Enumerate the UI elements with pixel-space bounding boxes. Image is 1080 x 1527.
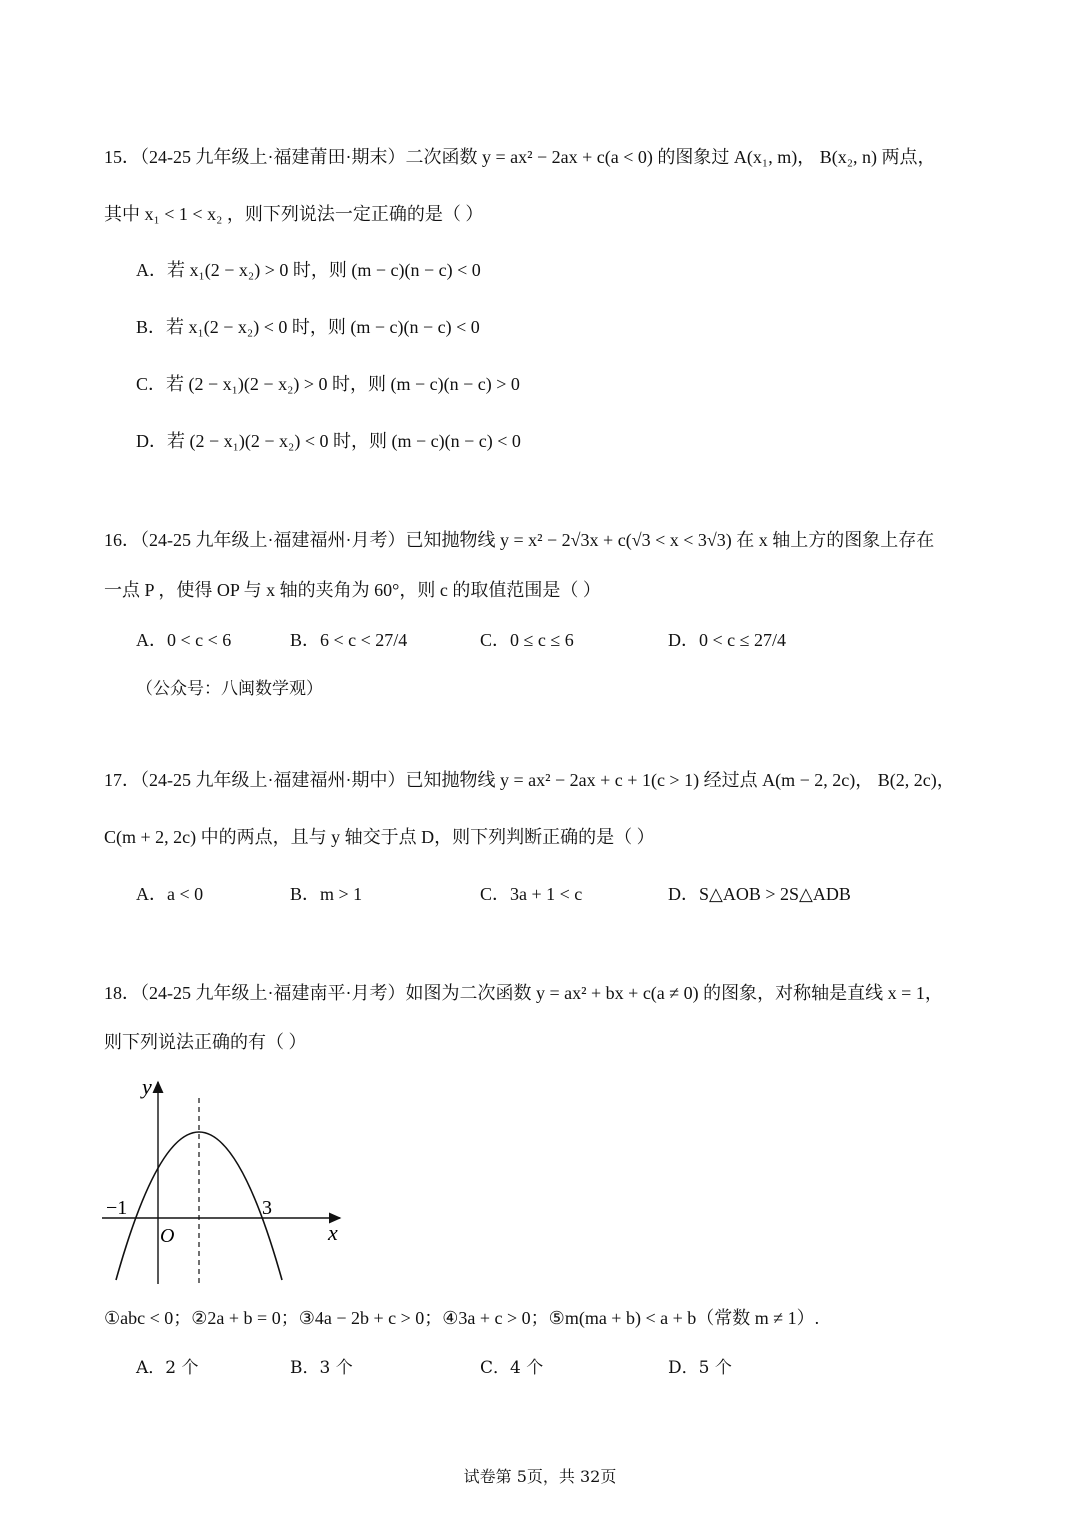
q17-stem-line2: C(m + 2, 2c) 中的两点，且与 y 轴交于点 D，则下列判断正确的是（ ） xyxy=(104,827,655,847)
q17-option-b: B．m > 1 xyxy=(290,884,363,904)
q16-note: （公众号：八闽数学观） xyxy=(136,679,323,699)
q15-stem-line1: 15．（24-25 九年级上·福建莆田·期末）二次函数 y = ax² − 2ax + c(a < 0) 的图象过 A(x₁, m)， B(x₂, n) 两点， xyxy=(104,147,936,167)
q18-statements: ①abc < 0；②2a + b = 0；③4a − 2b + c > 0；④3a + c > 0；⑤m(ma + b) < a + b（常数 m ≠ 1）. xyxy=(104,1308,820,1328)
q15-option-b: B．若 x₁(2 − x₂) < 0 时，则 (m − c)(n − c) < 0 xyxy=(136,317,480,337)
q16-option-c: C．0 ≤ c ≤ 6 xyxy=(480,630,574,650)
q17-option-a: A．a < 0 xyxy=(136,884,204,904)
q17-option-c: C．3a + 1 < c xyxy=(480,884,583,904)
y-axis-label: y xyxy=(142,1074,152,1099)
q18-stem-line1: 18．（24-25 九年级上·福建南平·月考）如图为二次函数 y = ax² + bx + c(a ≠ 0) 的图象，对称轴是直线 x = 1， xyxy=(104,983,943,1003)
q18-parabola-graph xyxy=(100,1070,360,1292)
q18-stem-line2: 则下列说法正确的有（ ） xyxy=(104,1032,307,1052)
q17-option-d: D．S△AOB > 2S△ADB xyxy=(668,884,851,904)
q18-option-c: C．4 个 xyxy=(480,1358,544,1378)
q15-option-a: A．若 x₁(2 − x₂) > 0 时，则 (m − c)(n − c) < 0 xyxy=(136,260,481,280)
q18-option-b: B．3 个 xyxy=(290,1358,353,1378)
q16-option-a: A．0 < c < 6 xyxy=(136,630,232,650)
q16-stem-line2: 一点 P ，使得 OP 与 x 轴的夹角为 60°，则 c 的取值范围是（ ） xyxy=(104,580,601,600)
right-root-label: 3 xyxy=(262,1197,272,1219)
q15-option-d: D．若 (2 − x₁)(2 − x₂) < 0 时，则 (m − c)(n − c) < 0 xyxy=(136,431,521,451)
q17-stem-line1: 17．（24-25 九年级上·福建福州·期中）已知抛物线 y = ax² − 2ax + c + 1(c > 1) 经过点 A(m − 2, 2c)， B(2, 2c)， xyxy=(104,770,955,790)
origin-label: O xyxy=(160,1225,175,1247)
q15-option-c: C．若 (2 − x₁)(2 − x₂) > 0 时，则 (m − c)(n − c) > 0 xyxy=(136,374,520,394)
page-footer: 试卷第 5页，共 32页 xyxy=(463,1467,617,1486)
x-axis-label: x xyxy=(328,1220,338,1245)
left-root-label: −1 xyxy=(106,1197,128,1219)
q15-stem-line2: 其中 x₁ < 1 < x₂ ，则下列说法一定正确的是（ ） xyxy=(104,204,484,224)
q16-option-b: B．6 < c < 27/4 xyxy=(290,630,408,650)
q16-stem-line1: 16．（24-25 九年级上·福建福州·月考）已知抛物线 y = x² − 2√3x + c(√3 < x < 3√3) 在 x 轴上方的图象上存在 xyxy=(104,530,935,550)
q18-option-a: A．2 个 xyxy=(136,1358,199,1378)
q16-option-d: D．0 < c ≤ 27/4 xyxy=(668,630,787,650)
q18-option-d: D．5 个 xyxy=(668,1358,732,1378)
